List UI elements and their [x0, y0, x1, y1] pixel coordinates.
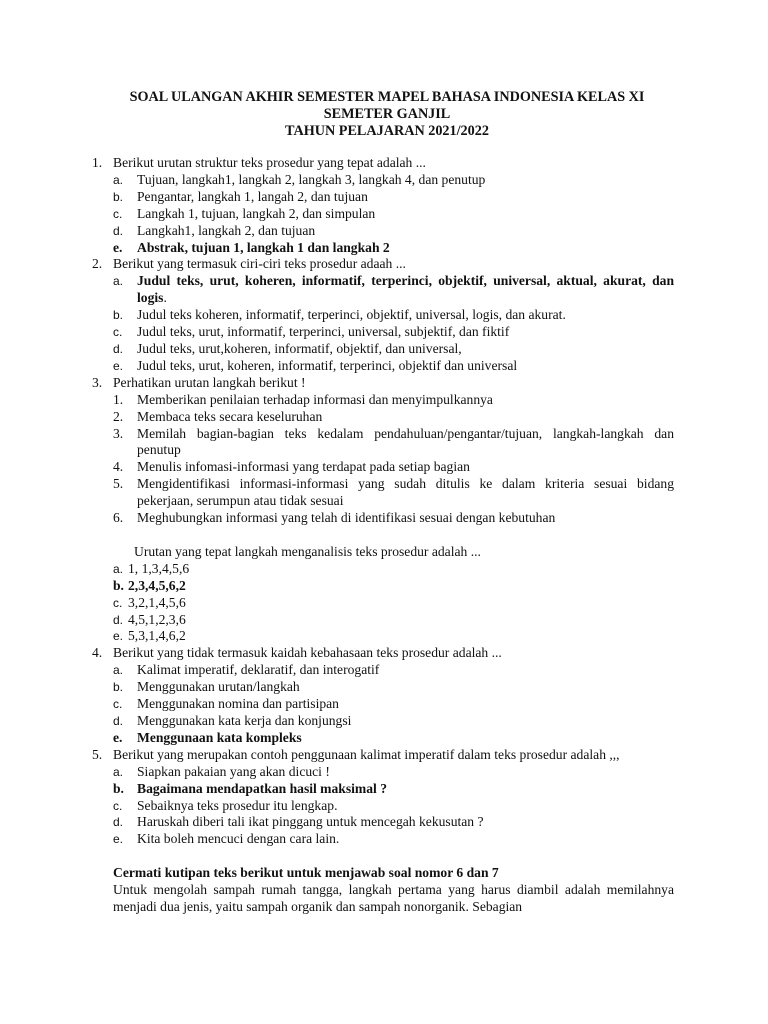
option-text: Menggunaan kata kompleks: [137, 729, 302, 745]
option-letter: e.: [113, 832, 124, 847]
question-list: [92, 155, 674, 916]
question-number: 3.: [92, 374, 103, 390]
question-number: 5.: [92, 746, 103, 762]
option-text: Bagaimana mendapatkan hasil maksimal ?: [137, 780, 388, 796]
option-letter: a.: [113, 764, 124, 779]
option-text: Kalimat imperatif, deklaratif, dan interogatif: [137, 662, 380, 678]
question-text: Perhatikan urutan langkah berikut !: [113, 374, 306, 390]
question-number: 4.: [92, 645, 103, 661]
option-letter: c.: [113, 595, 123, 610]
option-e: [113, 628, 674, 645]
option-text: 3,2,1,4,5,6: [128, 594, 186, 610]
question-3: [92, 375, 674, 392]
step-text: Memilah bagian-bagian teks kedalam pendahuluan/pengantar/tujuan, langkah-langkah dan penutup: [137, 425, 674, 458]
option-e: [113, 831, 674, 848]
option-b-answer: [113, 781, 674, 798]
option-letter: c.: [113, 798, 123, 813]
option-text: 1, 1,3,4,5,6: [128, 560, 190, 576]
question-text: Berikut urutan struktur teks prosedur yang tepat adalah ...: [113, 155, 426, 170]
option-letter: e.: [113, 729, 123, 745]
option-a: [113, 172, 674, 189]
question-4: [92, 645, 674, 662]
option-letter: d.: [113, 612, 124, 627]
step-text: Mengidentifikasi informasi-informasi yang sudah ditulis ke dalam kriteria sesuai bidang pekerjaan, serumpun atau tidak sesuai: [137, 476, 674, 509]
passage-text: Untuk mengolah sampah rumah tangga, langkah pertama yang harus diambil adalah memilahnya menjadi dua jenis, yaitu sampah organik dan sampah nonorganik. Sebagian: [113, 882, 674, 915]
option-e-answer: [113, 730, 674, 747]
option-c: [113, 798, 674, 815]
option-text: 5,3,1,4,6,2: [128, 628, 186, 644]
title-line-3: TAHUN PELAJARAN 2021/2022: [285, 123, 489, 139]
step-4: [113, 459, 674, 476]
step-text: Meghubungkan informasi yang telah di identifikasi sesuai dengan kebutuhan: [137, 510, 556, 526]
option-text: Kita boleh mencuci dengan cara lain.: [137, 831, 340, 847]
option-text: Judul teks, urut, informatif, terperinci, universal, subjektif, dan fiktif: [137, 324, 510, 340]
option-text: Pengantar, langkah 1, langah 2, dan tujuan: [137, 188, 368, 204]
step-number: 3.: [113, 425, 124, 441]
option-text: Langkah1, langkah 2, dan tujuan: [137, 222, 316, 238]
option-c: [113, 324, 674, 341]
step-number: 2.: [113, 408, 124, 424]
option-text: Langkah 1, tujuan, langkah 2, dan simpulan: [137, 205, 376, 221]
option-letter: a.: [113, 274, 124, 289]
option-a-answer: [113, 273, 674, 307]
option-text: Menggunakan nomina dan partisipan: [137, 696, 339, 712]
option-a: [113, 561, 674, 578]
option-text: Menggunakan urutan/langkah: [137, 679, 300, 695]
option-letter: a.: [113, 561, 124, 576]
option-b: [113, 679, 674, 696]
option-letter: a.: [113, 172, 124, 187]
question-number: 1.: [92, 155, 103, 170]
spacer: [92, 527, 674, 544]
option-a: [113, 662, 674, 679]
option-text: Sebaiknya teks prosedur itu lengkap.: [137, 797, 338, 813]
option-letter: e.: [113, 358, 124, 373]
option-text: 2,3,4,5,6,2: [128, 577, 186, 593]
question-2: [92, 256, 674, 273]
question-1: [92, 155, 674, 172]
option-letter: e.: [113, 629, 124, 644]
question-number: 2.: [92, 256, 103, 272]
option-text: Abstrak, tujuan 1, langkah 1 dan langkah 2: [137, 239, 390, 255]
step-number: 1.: [113, 391, 124, 407]
option-letter: a.: [113, 663, 124, 678]
question-prompt: Urutan yang tepat langkah menganalisis teks prosedur adalah ...: [134, 543, 481, 559]
question-text: Berikut yang tidak termasuk kaidah kebahasaan teks prosedur adalah ...: [113, 645, 502, 661]
option-d: [113, 713, 674, 730]
step-3: [113, 426, 674, 460]
option-c: [113, 206, 674, 223]
option-d: [113, 814, 674, 831]
question-text: Berikut yang merupakan contoh penggunaan kalimat imperatif dalam teks prosedur adalah ,,,: [113, 746, 620, 762]
option-text: Siapkan pakaian yang akan dicuci !: [137, 763, 330, 779]
option-letter: c.: [113, 206, 123, 221]
option-letter: c.: [113, 697, 123, 712]
question-5: [92, 747, 674, 764]
step-number: 6.: [113, 510, 124, 526]
option-letter: d.: [113, 714, 124, 728]
option-letter: e.: [113, 239, 123, 255]
option-letter: b.: [113, 189, 124, 204]
option-d: [113, 223, 674, 240]
option-text: Judul teks koheren, informatif, terperinci, objektif, universal, logis, dan akurat.: [137, 307, 566, 323]
option-text: [137, 273, 674, 307]
step-text: Menulis infomasi-informasi yang terdapat pada setiap bagian: [137, 459, 470, 475]
option-letter: d.: [113, 341, 124, 356]
question-text: Berikut yang termasuk ciri-ciri teks prosedur adaah ...: [113, 256, 406, 272]
option-text-bold: Judul teks, urut, koheren, informatif, terperinci, objektif, universal, aktual, akurat, dan logis: [137, 273, 674, 306]
option-letter: b.: [113, 308, 124, 323]
step-6: [113, 510, 674, 527]
option-e: [113, 358, 674, 375]
option-d: [113, 612, 674, 629]
option-suffix: .: [163, 290, 167, 306]
option-text: Judul teks, urut,koheren, informatif, objektif, dan universal,: [137, 340, 462, 356]
option-letter: b.: [113, 577, 124, 593]
step-text: Memberikan penilaian terhadap informasi dan menyimpulkannya: [137, 391, 493, 407]
option-letter: b.: [113, 780, 124, 796]
option-letter: b.: [113, 680, 124, 695]
option-text: Tujuan, langkah1, langkah 2, langkah 3, langkah 4, dan penutup: [137, 171, 486, 187]
option-text: 4,5,1,2,3,6: [128, 611, 186, 627]
step-number: 4.: [113, 459, 124, 475]
option-text: Menggunakan kata kerja dan konjungsi: [137, 713, 352, 728]
option-b-answer: [113, 578, 674, 595]
option-text: Haruskah diberi tali ikat pinggang untuk mencegah kekusutan ?: [137, 814, 484, 830]
step-number: 5.: [113, 476, 124, 492]
option-e-answer: [113, 240, 674, 257]
step-5: [113, 476, 674, 510]
title-line-1: SOAL ULANGAN AKHIR SEMESTER MAPEL BAHASA INDONESIA KELAS XI: [129, 89, 645, 105]
option-b: [113, 189, 674, 206]
section-heading: Cermati kutipan teks berikut untuk menjawab soal nomor 6 dan 7: [113, 865, 499, 881]
title-line-2: SEMETER GANJIL: [323, 106, 451, 122]
option-letter: c.: [113, 325, 123, 340]
step-text: Membaca teks secara keseluruhan: [137, 408, 323, 424]
step-2: [113, 409, 674, 426]
step-1: [113, 392, 674, 409]
option-c: [113, 595, 674, 612]
option-b: [113, 307, 674, 324]
option-letter: d.: [113, 815, 124, 830]
option-a: [113, 764, 674, 781]
option-d: [113, 341, 674, 358]
document-title: [90, 89, 684, 140]
option-text: Judul teks, urut, koheren, informatif, terperinci, objektif dan universal: [137, 357, 518, 373]
option-c: [113, 696, 674, 713]
option-letter: d.: [113, 223, 124, 238]
